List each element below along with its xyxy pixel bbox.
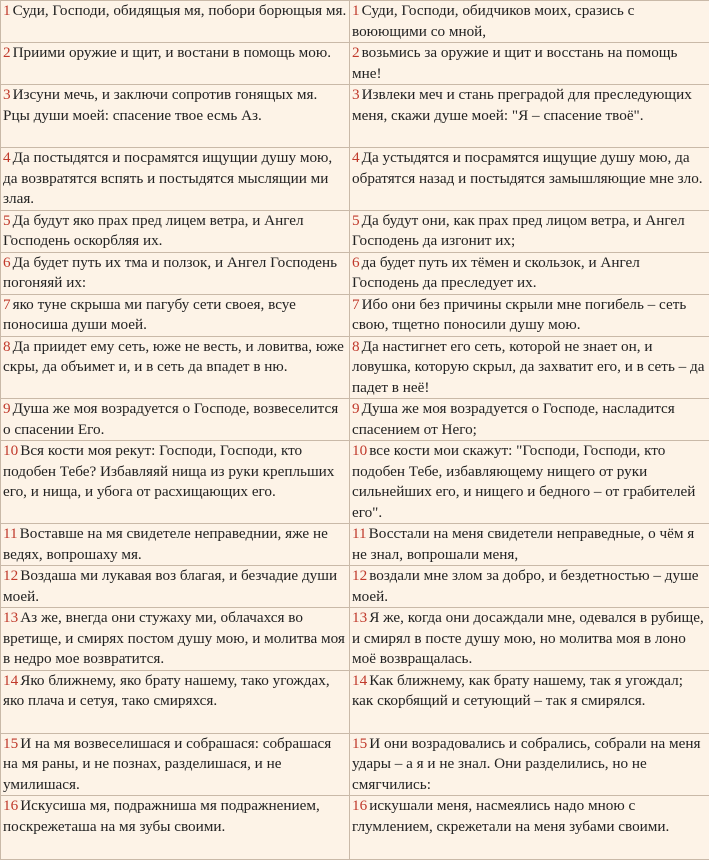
verse-row xyxy=(1,252,709,294)
verse-number: 9 xyxy=(352,400,360,417)
slavonic-verse-cell xyxy=(1,148,350,211)
russian-verse-text: Восстали на меня свидетели неправедные, о чём я не знал, вопрошали меня, xyxy=(352,525,694,563)
verse-number: 10 xyxy=(352,442,367,459)
verse-row xyxy=(1,1,709,43)
slavonic-verse-text: Да будут яко прах пред лицем ветра, и Ангел Господень оскорбляя их. xyxy=(3,212,304,250)
russian-verse-text: Как ближнему, как брату нашему, так я угождал; как скорбящий и сетующий – так я смирялся. xyxy=(352,672,683,710)
russian-verse-text: воздали мне злом за добро, и бездетностью – душе моей. xyxy=(352,567,699,605)
verse-number: 1 xyxy=(3,2,11,19)
slavonic-verse-cell xyxy=(1,85,350,148)
russian-verse-text: Ибо они без причины скрыли мне погибель – сеть свою, тщетно поносили душу мою. xyxy=(352,296,686,334)
slavonic-verse-cell xyxy=(1,733,350,796)
verse-number: 15 xyxy=(3,735,18,752)
russian-verse-cell xyxy=(350,252,709,294)
slavonic-verse-text: Да приидет ему сеть, юже не весть, и ловитва, юже скры, да объимет и, и в сеть да впадет в ню. xyxy=(3,338,344,376)
verse-number: 6 xyxy=(352,254,360,271)
verse-row xyxy=(1,148,709,211)
slavonic-verse-text: Суди, Господи, обидящыя мя, побори борющыя мя. xyxy=(13,2,347,19)
verses-body xyxy=(1,1,709,860)
slavonic-verse-text: Воставше на мя свидетеле неправеднии, яже не ведях, вопрошаху мя. xyxy=(3,525,328,563)
slavonic-verse-text: Аз же, внегда они стужаху ми, облачахся во вретище, и смирях постом душу мою, и молитва моя в недро мое возвратится. xyxy=(3,609,345,667)
slavonic-verse-cell xyxy=(1,441,350,524)
verse-number: 12 xyxy=(352,567,367,584)
verse-number: 6 xyxy=(3,254,11,271)
verse-row xyxy=(1,210,709,252)
russian-verse-cell xyxy=(350,294,709,336)
verse-row xyxy=(1,670,709,733)
verse-row xyxy=(1,85,709,148)
slavonic-verse-cell xyxy=(1,608,350,671)
russian-verse-cell xyxy=(350,733,709,796)
slavonic-verse-cell xyxy=(1,399,350,441)
slavonic-verse-text: Воздаша ми лукавая воз благая, и безчадие души моей. xyxy=(3,567,337,605)
verse-number: 14 xyxy=(3,672,18,689)
russian-verse-text: Да настигнет его сеть, которой не знает он, и ловушка, которую скрыл, да захватит его, и в сеть – да падет в неё! xyxy=(352,338,705,396)
verse-number: 7 xyxy=(3,296,11,313)
russian-verse-text: Да устыдятся и посрамятся ищущие душу мою, да обратятся назад и постыдятся замышляющие мне зло. xyxy=(352,149,703,187)
verse-number: 3 xyxy=(3,86,11,103)
slavonic-verse-cell xyxy=(1,566,350,608)
slavonic-verse-cell xyxy=(1,294,350,336)
verse-number: 8 xyxy=(352,338,360,355)
verse-number: 3 xyxy=(352,86,360,103)
russian-verse-text: Да будут они, как прах пред лицом ветра, и Ангел Господень да изгонит их; xyxy=(352,212,685,250)
slavonic-verse-text: Вся кости моя рекут: Господи, Господи, кто подобен Тебе? Избавляяй нища из руки крепльших его, и нища, и убога от расхищающих его. xyxy=(3,442,334,500)
verse-number: 2 xyxy=(352,44,360,61)
russian-verse-cell xyxy=(350,210,709,252)
slavonic-verse-text: яко туне скрыша ми пагубу сети своея, всуе поносиша души моей. xyxy=(3,296,296,334)
russian-verse-text: все кости мои скажут: "Господи, Господи, кто подобен Тебе, избавляющему нищего от руки сильнейших его, и нищего и бедного – от грабителей его". xyxy=(352,442,695,521)
verse-row xyxy=(1,441,709,524)
russian-verse-text: Я же, когда они досаждали мне, одевался в рубище, и смирял в посте душу мою, но молитва моя в лоно моё возвращалась. xyxy=(352,609,704,667)
verse-number: 4 xyxy=(352,149,360,166)
verse-number: 16 xyxy=(3,797,18,814)
slavonic-verse-text: Искусиша мя, подражниша мя подражнением, поскрежеташа на мя зубы своими. xyxy=(3,797,320,835)
slavonic-verse-text: Приими оружие и щит, и востани в помощь мою. xyxy=(13,44,331,61)
russian-verse-cell xyxy=(350,85,709,148)
slavonic-verse-cell xyxy=(1,210,350,252)
verse-number: 9 xyxy=(3,400,11,417)
verse-number: 12 xyxy=(3,567,18,584)
verse-row xyxy=(1,733,709,796)
russian-verse-text: И они возрадовались и собрались, собрали на меня удары – а я и не знал. Они разделились, но не смягчились: xyxy=(352,735,701,793)
slavonic-verse-cell xyxy=(1,670,350,733)
verse-number: 11 xyxy=(352,525,367,542)
verse-number: 5 xyxy=(3,212,11,229)
verse-row xyxy=(1,294,709,336)
verse-number: 7 xyxy=(352,296,360,313)
verse-number: 16 xyxy=(352,797,367,814)
slavonic-verse-cell xyxy=(1,796,350,860)
russian-verse-cell xyxy=(350,608,709,671)
slavonic-verse-text: И на мя возвеселишася и собрашася: собрашася на мя раны, и не познах, разделишася, и не умилишася. xyxy=(3,735,331,793)
slavonic-verse-text: Изсуни мечь, и заключи сопротив гонящых мя. Рцы души моей: спасение твое есмь Аз. xyxy=(3,86,317,124)
verse-number: 13 xyxy=(352,609,367,626)
verse-number: 14 xyxy=(352,672,367,689)
verse-number: 4 xyxy=(3,149,11,166)
verse-number: 1 xyxy=(352,2,360,19)
russian-verse-cell xyxy=(350,441,709,524)
russian-verse-cell xyxy=(350,148,709,211)
slavonic-verse-cell xyxy=(1,252,350,294)
russian-verse-cell xyxy=(350,524,709,566)
verse-row xyxy=(1,336,709,399)
russian-verse-cell xyxy=(350,336,709,399)
slavonic-verse-text: Да будет путь их тма и ползок, и Ангел Господень погоняяй их: xyxy=(3,254,337,292)
russian-verse-cell xyxy=(350,670,709,733)
verse-number: 13 xyxy=(3,609,18,626)
verse-row xyxy=(1,43,709,85)
verse-row xyxy=(1,399,709,441)
verse-row xyxy=(1,796,709,860)
verse-row xyxy=(1,608,709,671)
slavonic-verse-text: Душа же моя возрадуется о Господе, возвеселится о спасении Его. xyxy=(3,400,338,438)
slavonic-verse-cell xyxy=(1,43,350,85)
verse-number: 15 xyxy=(352,735,367,752)
russian-verse-text: да будет путь их тёмен и скользок, и Ангел Господень да преследует их. xyxy=(352,254,640,292)
verse-row xyxy=(1,524,709,566)
verse-row xyxy=(1,566,709,608)
slavonic-verse-text: Да постыдятся и посрамятся ищущии душу мою, да возвратятся вспять и постыдятся мыслящии ми злая. xyxy=(3,149,332,207)
russian-verse-text: Извлеки меч и стань преградой для преследующих меня, скажи душе моей: "Я – спасение твоё". xyxy=(352,86,692,124)
slavonic-verse-cell xyxy=(1,524,350,566)
slavonic-verse-cell xyxy=(1,336,350,399)
verse-number: 2 xyxy=(3,44,11,61)
russian-verse-text: Суди, Господи, обидчиков моих, сразись с воюющими со мной, xyxy=(352,2,634,40)
russian-verse-cell xyxy=(350,43,709,85)
slavonic-verse-text: Яко ближнему, яко брату нашему, тако угождах, яко плача и сетуя, тако смиряхся. xyxy=(3,672,330,710)
russian-verse-cell xyxy=(350,566,709,608)
russian-verse-cell xyxy=(350,1,709,43)
verse-number: 8 xyxy=(3,338,11,355)
verse-number: 11 xyxy=(3,525,18,542)
slavonic-verse-cell xyxy=(1,1,350,43)
russian-verse-text: Душа же моя возрадуется о Господе, насладится спасением от Него; xyxy=(352,400,675,438)
russian-verse-text: возьмись за оружие и щит и восстань на помощь мне! xyxy=(352,44,677,82)
russian-verse-text: искушали меня, насмеялись надо мною с глумлением, скрежетали на меня зубами своими. xyxy=(352,797,669,835)
verse-number: 5 xyxy=(352,212,360,229)
russian-verse-cell xyxy=(350,399,709,441)
russian-verse-cell xyxy=(350,796,709,860)
verse-number: 10 xyxy=(3,442,18,459)
